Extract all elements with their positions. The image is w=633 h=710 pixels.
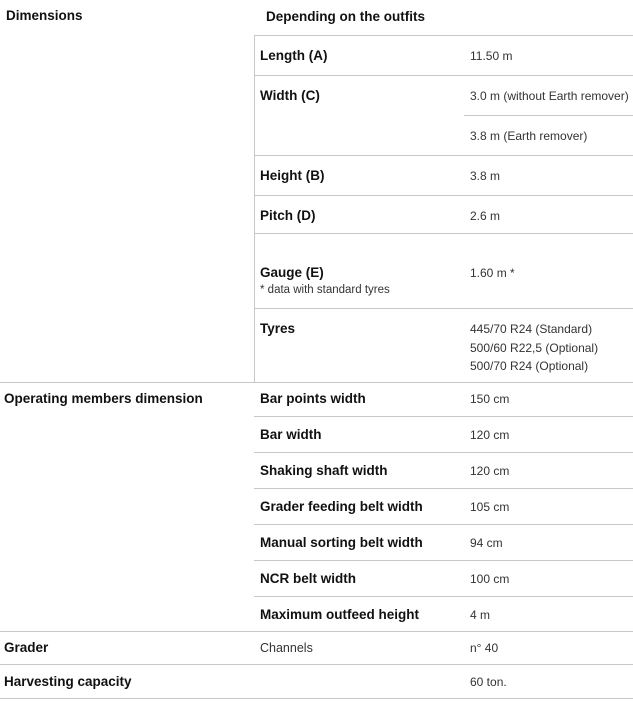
row-value-sorting-belt: 94 cm: [470, 536, 503, 550]
row-value-grader-belt: 105 cm: [470, 500, 510, 514]
section-label-grader: Grader: [4, 640, 49, 655]
row-label-bar-width: Bar width: [260, 427, 322, 442]
section-divider: [0, 698, 633, 699]
section-divider: [0, 631, 633, 632]
row-value-tyres-2: 500/60 R22,5 (Optional): [470, 341, 599, 355]
row-value-channels: n° 40: [470, 641, 499, 655]
row-label-length: Length (A): [260, 48, 328, 63]
row-divider: [464, 115, 633, 116]
row-value-width-alt: 3.8 m (Earth remover): [470, 129, 588, 143]
row-label-grader-belt: Grader feeding belt width: [260, 499, 423, 514]
row-label-gauge: Gauge (E): [260, 265, 324, 280]
row-label-width: Width (C): [260, 88, 320, 103]
row-value-bar-width: 120 cm: [470, 428, 510, 442]
row-label-ncr-belt: NCR belt width: [260, 571, 356, 586]
row-label-bar-points: Bar points width: [260, 391, 366, 406]
section-divider: [0, 664, 633, 665]
row-divider: [254, 155, 633, 156]
row-value-pitch: 2.6 m: [470, 209, 501, 223]
row-value-ncr-belt: 100 cm: [470, 572, 510, 586]
row-value-gauge: 1.60 m *: [470, 266, 515, 280]
row-value-harvesting: 60 ton.: [470, 675, 507, 689]
row-note-gauge: * data with standard tyres: [260, 284, 390, 296]
row-value-shaking-shaft: 120 cm: [470, 464, 510, 478]
row-value-tyres-1: 445/70 R24 (Standard): [470, 322, 593, 336]
row-divider: [254, 488, 633, 489]
row-divider: [254, 233, 633, 234]
row-divider: [254, 452, 633, 453]
row-divider: [254, 596, 633, 597]
row-value-tyres-3: 500/70 R24 (Optional): [470, 359, 589, 373]
row-value-bar-points: 150 cm: [470, 392, 510, 406]
row-label-channels: Channels: [260, 641, 313, 655]
row-label-sorting-belt: Manual sorting belt width: [260, 535, 423, 550]
section-label-operating: Operating members dimension: [4, 391, 203, 406]
dimensions-header: Depending on the outfits: [266, 9, 425, 24]
section-divider: [0, 382, 633, 383]
column-divider: [254, 35, 255, 383]
row-divider: [254, 75, 633, 76]
row-divider: [254, 560, 633, 561]
row-divider: [254, 35, 633, 36]
row-label-height: Height (B): [260, 168, 325, 183]
row-divider: [254, 524, 633, 525]
row-label-pitch: Pitch (D): [260, 208, 316, 223]
row-label-tyres: Tyres: [260, 321, 296, 336]
section-label-harvesting: Harvesting capacity: [4, 674, 132, 689]
section-label-dimensions: Dimensions: [6, 8, 83, 23]
row-divider: [254, 308, 633, 309]
row-value-height: 3.8 m: [470, 169, 501, 183]
row-divider: [254, 416, 633, 417]
row-value-length: 11.50 m: [470, 49, 513, 63]
row-value-width: 3.0 m (without Earth remover): [470, 89, 629, 103]
row-value-outfeed-height: 4 m: [470, 608, 491, 622]
row-label-shaking-shaft: Shaking shaft width: [260, 463, 388, 478]
row-label-outfeed-height: Maximum outfeed height: [260, 607, 420, 622]
row-divider: [254, 195, 633, 196]
